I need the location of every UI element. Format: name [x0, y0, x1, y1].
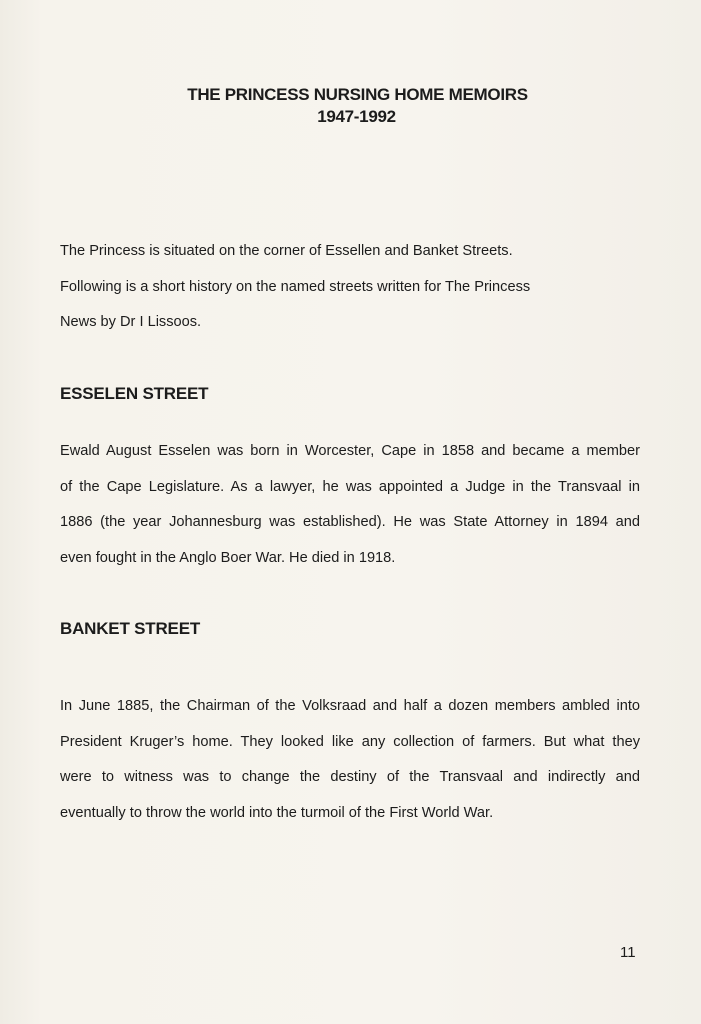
- paragraph-line: even fought in the Anglo Boer War. He died in 1918.: [60, 549, 396, 566]
- intro-line: The Princess is situated on the corner of Essellen and Banket Streets.: [60, 243, 513, 259]
- section-heading-banket: BANKET STREET: [60, 619, 201, 638]
- paragraph-line: 1886 (the year Johannesburg was established). He was State Attorney in 1894 and: [60, 514, 640, 530]
- paragraph-line: Ewald August Esselen was born in Worcester, Cape in 1858 and became a member: [60, 443, 640, 459]
- esselen-paragraph: [60, 434, 640, 576]
- document-title: [0, 84, 701, 128]
- intro-paragraph: [60, 234, 640, 341]
- title-years: 1947-1992: [317, 107, 396, 126]
- page-number: 11: [620, 944, 636, 961]
- paragraph-line: In June 1885, the Chairman of the Volksraad and half a dozen members ambled into: [60, 698, 640, 714]
- intro-line: News by Dr I Lissoos.: [60, 314, 202, 330]
- title-main: THE PRINCESS NURSING HOME MEMOIRS: [187, 85, 528, 104]
- paragraph-line: President Kruger’s home. They looked like any collection of farmers. But what they: [60, 733, 640, 750]
- paragraph-line: eventually to throw the world into the turmoil of the First World War.: [60, 804, 494, 821]
- paragraph-line: of the Cape Legislature. As a lawyer, he was appointed a Judge in the Transvaal in: [60, 478, 640, 495]
- intro-line: Following is a short history on the named streets written for The Princess: [60, 278, 531, 295]
- paragraph-line: were to witness was to change the destiny of the Transvaal and indirectly and: [60, 769, 640, 785]
- section-heading-esselen: ESSELEN STREET: [60, 384, 209, 403]
- banket-paragraph: [60, 689, 640, 831]
